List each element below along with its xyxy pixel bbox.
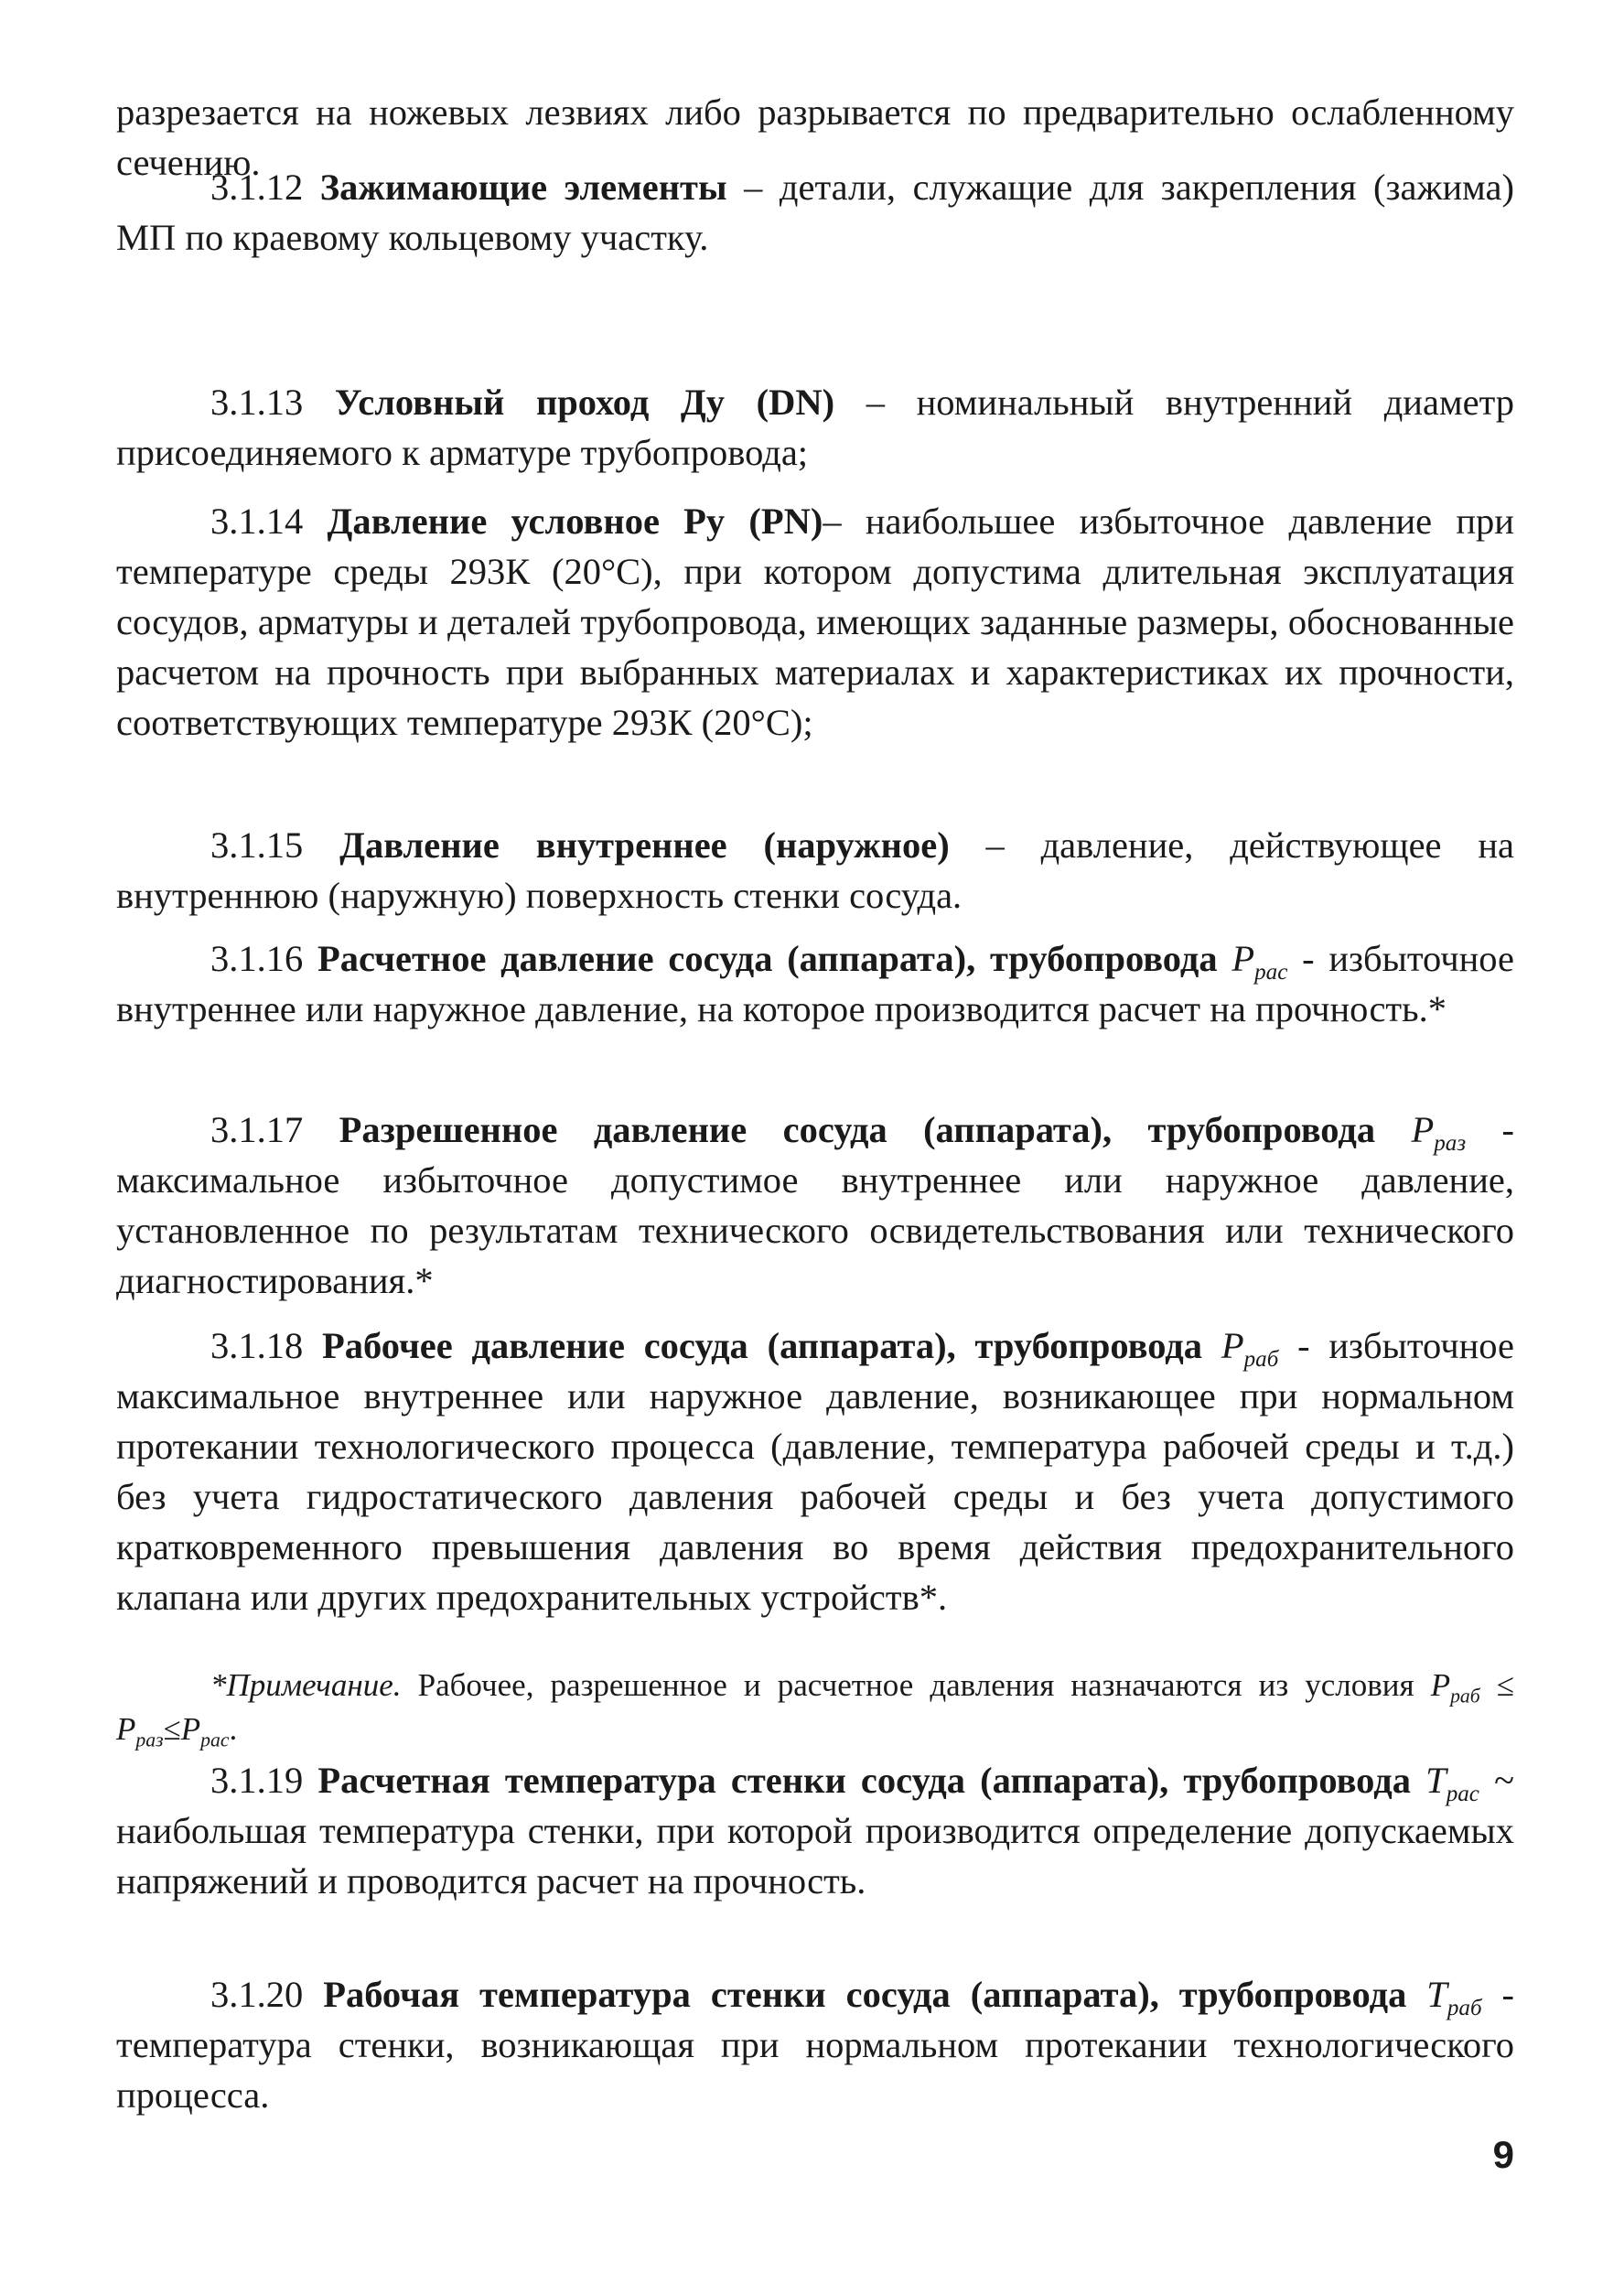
- item-text: - максимальное избыточное допустимое внутреннее или наружное давление, установленное по результатам технического освидетельствования или технического диагностирования.*: [116, 1109, 1515, 1301]
- item-term: Условный проход Ду (DN): [334, 382, 835, 423]
- item-term: Давление условное Ру (PN): [327, 501, 823, 542]
- symbol-p-ras: $P_{рас}$: [180, 1711, 230, 1751]
- item-text: – давление, действующее на внутреннюю (наружную) поверхность стенки сосуда.: [116, 824, 1514, 916]
- item-text: – наибольшее избыточное давление при температуре среды 293К (20°С), при котором допустима длительная эксплуатация сосудов, арматуры и деталей трубопровода, имеющих заданные размеры, обоснованные расчетом на прочность при выбранных материалах и характеристиках их прочности, соответствующих температуре 293К (20°С);: [116, 501, 1514, 743]
- op-le: ≤: [1479, 1667, 1514, 1703]
- item-number: 3.1.12: [210, 167, 304, 208]
- item-3-1-19: [116, 1755, 1514, 1906]
- item-text: ~ наибольшая температура стенки, при которой производится определение допускаемых напряжений и проводится расчет на прочность.: [116, 1760, 1515, 1901]
- item-number: 3.1.19: [210, 1760, 304, 1801]
- symbol-p-ras: $P_{рас}$: [1231, 938, 1288, 985]
- item-3-1-12: [116, 162, 1514, 263]
- item-term: Разрешенное давление сосуда (аппарата), трубопровода: [339, 1109, 1376, 1150]
- item-number: 3.1.20: [210, 1974, 304, 2015]
- item-term: Зажимающие элементы: [319, 167, 727, 208]
- item-number: 3.1.17: [210, 1109, 304, 1150]
- op-le: ≤: [163, 1711, 181, 1747]
- symbol-p-raz: $P_{раз}$: [116, 1711, 164, 1751]
- item-term: Рабочее давление сосуда (аппарата), трубопровода: [322, 1325, 1203, 1366]
- item-3-1-14: [116, 496, 1514, 748]
- item-term: Рабочая температура стенки сосуда (аппарата), трубопровода: [323, 1974, 1407, 2015]
- footnote-end: .: [229, 1711, 238, 1747]
- footnote-label: *Примечание.: [210, 1667, 402, 1703]
- symbol-p-rab: $P_{раб}$: [1221, 1325, 1279, 1372]
- item-text: - избыточное максимальное внутреннее или наружное давление, возникающее при нормальном протекании технологического процесса (давление, температура рабочей среды и т.д.) без учета гидростатического давления рабочей среды и без учета допустимого кратковременного превышения давления во время действия предохранительного клапана или других предохранительных устройств*.: [116, 1325, 1514, 1618]
- symbol-t-ras: $T_{рас}$: [1425, 1760, 1479, 1806]
- item-number: 3.1.18: [210, 1325, 304, 1366]
- item-text: - избыточное внутреннее или наружное давление, на которое производится расчет на прочность.*: [116, 938, 1514, 1029]
- item-text: - температура стенки, возникающая при нормальном протекании технологического процесса.: [116, 1974, 1515, 2116]
- symbol-p-rab: $P_{раб}$: [1430, 1667, 1480, 1707]
- symbol-t-rab: $T_{раб}$: [1426, 1974, 1482, 2020]
- item-3-1-20: [116, 1969, 1514, 2120]
- item-term: Расчетная температура стенки сосуда (аппарата), трубопровода: [317, 1760, 1411, 1801]
- item-text: – номинальный внутренний диаметр присоединяемого к арматуре трубопровода;: [116, 382, 1515, 473]
- item-number: 3.1.13: [210, 382, 304, 423]
- footnote: [116, 1664, 1514, 1751]
- item-3-1-16: [116, 933, 1514, 1034]
- symbol-p-raz: $P_{раз}$: [1411, 1109, 1467, 1156]
- item-3-1-15: [116, 820, 1514, 921]
- item-3-1-18: [116, 1320, 1514, 1622]
- item-number: 3.1.15: [210, 824, 304, 866]
- item-3-1-13: [116, 377, 1514, 478]
- footnote-text: Рабочее, разрешенное и расчетное давления назначаются из условия: [401, 1667, 1431, 1703]
- continuation-text: разрезается на ножевых лезвиях либо разрывается по предварительно ослабленному сечению.: [116, 92, 1514, 183]
- item-term: Давление внутреннее (наружное): [339, 824, 950, 866]
- item-number: 3.1.14: [210, 501, 304, 542]
- item-term: Расчетное давление сосуда (аппарата), трубопровода: [317, 938, 1218, 979]
- page-number: 9: [1492, 2133, 1514, 2176]
- item-text: – детали, служащие для закрепления (зажима) МП по краевому кольцевому участку.: [116, 167, 1514, 258]
- item-number: 3.1.16: [210, 938, 304, 979]
- item-3-1-17: [116, 1104, 1514, 1306]
